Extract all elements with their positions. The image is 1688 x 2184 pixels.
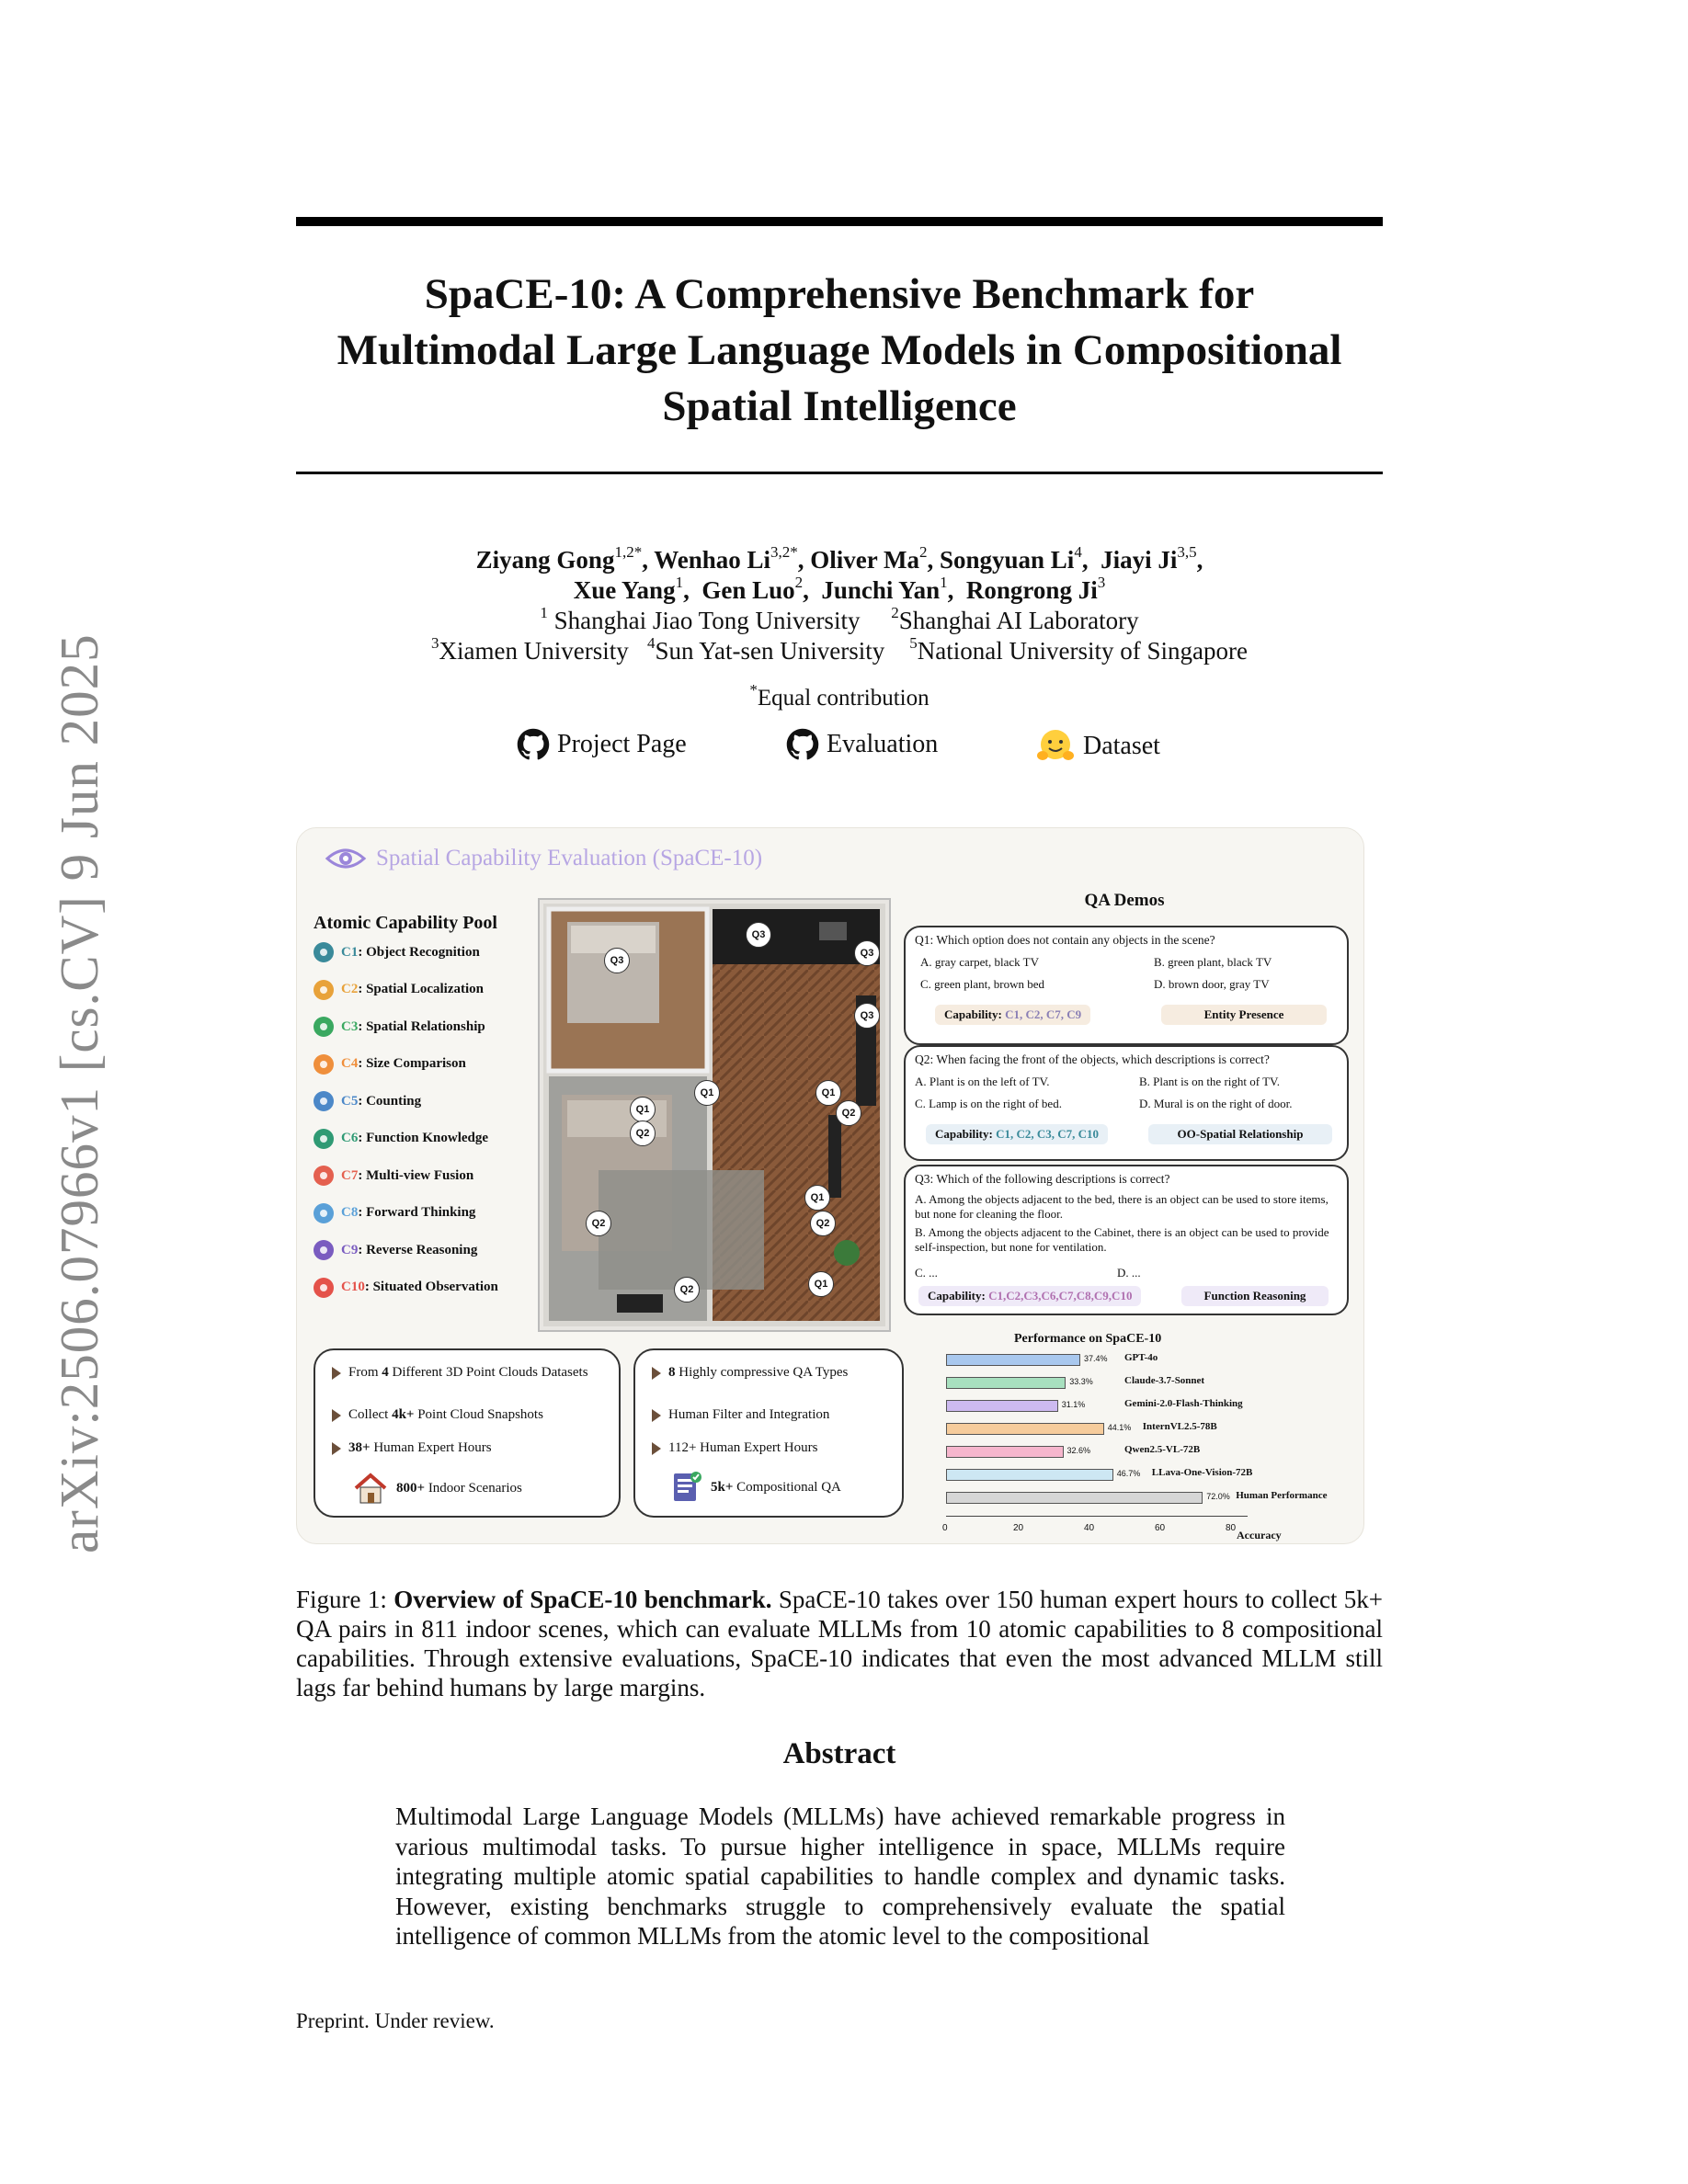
qa-card-q3 [904, 1165, 1349, 1315]
overview-figure [296, 827, 1364, 1544]
huggingface-icon [1035, 728, 1076, 765]
capability-code: C5 [341, 1093, 359, 1109]
question-prompt: Q2: When facing the front of the objects, which descriptions is correct? [915, 1052, 1270, 1066]
author-name: Wenhao Li [654, 546, 771, 574]
capability-label [341, 982, 484, 997]
feature-row [652, 1365, 848, 1381]
author-sup: 3,2* [770, 543, 798, 561]
author-sup: 1 [675, 574, 684, 591]
affiliation-line-2 [296, 636, 1383, 666]
chart-bar [946, 1354, 1080, 1366]
option-b: B. Plant is on the right of TV. [1139, 1075, 1280, 1088]
capability-item [314, 1203, 475, 1223]
feature-number: 5k+ [711, 1479, 734, 1495]
author-sup: 3 [1097, 574, 1106, 591]
paper-title [296, 267, 1383, 435]
feature-row [332, 1440, 492, 1456]
bar-value-label: 46.7% [1116, 1469, 1141, 1478]
author-name: Rongrong Ji [965, 576, 1098, 604]
bar-category-label: GPT-4o [1124, 1352, 1158, 1363]
abstract-text: Multimodal Large Language Models (MLLMs) have achieved remarkable progress in various multimodal tasks. To pursue higher intelligence in space, MLLMs require integrating multiple atomic spatial capabilities to handle complex and dynamic tasks. However, existing benchmarks struggle to comprehensively evaluate the spatial intelligence of common MLLMs from the atomic level to the compositional [395, 1803, 1285, 1950]
capability-name: : Forward Thinking [358, 1205, 476, 1220]
qa-card-q1 [904, 926, 1349, 1045]
title-line-2: Multimodal Large Language Models in Compositional [336, 326, 1342, 374]
bar-value-label: 31.1% [1061, 1400, 1086, 1409]
author-name: Songyuan Li [939, 546, 1075, 574]
bar-value-label: 32.6% [1066, 1446, 1091, 1455]
github-icon [517, 728, 550, 761]
bar-category-label: LLava-One-Vision-72B [1151, 1467, 1253, 1478]
feature-row [352, 1472, 522, 1505]
equal-text: Equal contribution [757, 686, 930, 711]
figure-caption [296, 1585, 1383, 1702]
author-sup: 3,5 [1177, 543, 1197, 561]
bar-category-label: Qwen2.5-VL-72B [1124, 1444, 1201, 1455]
x-tick-label: 60 [1155, 1523, 1166, 1533]
footer-note: Preprint. Under review. [296, 2009, 495, 2032]
capability-label: Capability: [944, 1007, 1002, 1021]
bar-category-label: Gemini-2.0-Flash-Thinking [1124, 1398, 1243, 1409]
capability-icon [314, 942, 334, 962]
feature-text: Collect [348, 1407, 393, 1422]
caption-text: SpaCE-10 takes over 150 human expert hours to collect 5k+ QA pairs in 811 indoor scenes, which can evaluate MLLMs from 10 atomic capabilities to 8 compositional capabilities. Through extensive evaluations, SpaCE-10 indicates that even the most advanced MLLM still lags far behind humans by large margins. [296, 1586, 1384, 1701]
x-tick-label: 40 [1084, 1523, 1095, 1533]
qa-type-pill: OO-Spatial Relationship [1148, 1124, 1332, 1144]
feature-text: From [348, 1365, 382, 1380]
x-tick-label: 0 [942, 1523, 948, 1533]
option-c: C. ... [915, 1266, 938, 1280]
question-prompt: Q1: Which option does not contain any objects in the scene? [915, 933, 1215, 947]
option-b: B. green plant, black TV [1154, 955, 1272, 969]
author-block [296, 545, 1383, 713]
option-c: C. green plant, brown bed [920, 977, 1045, 991]
scene-q-marker: Q1 [815, 1080, 841, 1106]
title-bottom-rule [296, 472, 1383, 474]
equal-contribution-note [296, 680, 1383, 713]
affiliation: Shanghai Jiao Tong University [547, 607, 861, 634]
capability-name: : Multi-view Fusion [358, 1167, 474, 1183]
author-line-2: Xue Yang$^1$, Gen Luo$^2$, Junchi Yan$^1$, Rongrong Ji$^3$ [573, 574, 1106, 604]
option-a: A. Plant is on the left of TV. [915, 1075, 1050, 1088]
qa-features-box [633, 1348, 904, 1518]
author-sup: 2 [794, 574, 804, 591]
chart-bar [946, 1492, 1203, 1504]
eye-icon [325, 845, 367, 872]
feature-row [670, 1470, 841, 1505]
feature-text: Indoor Scenarios [425, 1480, 522, 1496]
title-line-3: Spatial Intelligence [662, 382, 1017, 430]
capability-icon [314, 1091, 334, 1111]
capability-code: C8 [341, 1205, 359, 1220]
x-axis-label: Accuracy [1237, 1529, 1282, 1541]
author-name: Ziyang Gong [475, 546, 615, 574]
figure-header [325, 845, 762, 872]
capability-item [314, 1017, 485, 1037]
capability-pill [918, 1286, 1141, 1306]
capability-item [314, 1240, 477, 1260]
capability-label [341, 1056, 466, 1072]
capability-icon [314, 1017, 334, 1037]
capability-item [314, 1091, 421, 1111]
scene-q-marker: Q2 [674, 1277, 700, 1302]
capability-item [314, 1054, 466, 1075]
affil-sup: 5 [909, 634, 918, 652]
capability-label [341, 1280, 498, 1295]
title-line-1: SpaCE-10: A Comprehensive Benchmark for [424, 270, 1255, 318]
evaluation-link[interactable] [786, 728, 938, 761]
top-rule [296, 217, 1383, 226]
affiliation: National University of Singapore [917, 637, 1248, 665]
option-d: D. brown door, gray TV [1154, 977, 1270, 991]
capability-codes: C1, C2, C7, C9 [1005, 1007, 1082, 1021]
feature-row [332, 1365, 599, 1381]
feature-row [652, 1407, 829, 1423]
capability-icon [314, 1166, 334, 1186]
feature-text: Human Expert Hours [370, 1440, 492, 1455]
capability-label [341, 945, 480, 961]
affil-sup: 1 [540, 604, 548, 621]
chart-bar [946, 1446, 1064, 1458]
feature-number: 800+ [396, 1480, 426, 1496]
capability-label [341, 1168, 473, 1184]
capability-label [341, 1019, 485, 1035]
bar-category-label: Human Performance [1236, 1490, 1328, 1501]
capability-label: Capability: [935, 1127, 993, 1141]
question-prompt: Q3: Which of the following descriptions is correct? [915, 1172, 1170, 1186]
bar-value-label: 72.0% [1206, 1492, 1230, 1501]
scene-q-marker: Q3 [854, 1003, 880, 1029]
capability-name: : Spatial Localization [358, 982, 485, 996]
capability-label [341, 1243, 477, 1258]
link-label: Evaluation [827, 730, 939, 758]
author-line-1: Ziyang Gong$^{1,2*}$, Wenhao $Li^{3,2*}$, Oliver Ma$^2$, Songyuan Li$^4$, Jiayi Ji$^{3,5}$, [475, 543, 1203, 574]
abstract-heading: Abstract [782, 1737, 896, 1770]
chart-bar [946, 1400, 1058, 1412]
affiliation: Shanghai AI Laboratory [898, 607, 1139, 634]
bar-value-label: 33.3% [1069, 1377, 1093, 1386]
capability-name: : Function Knowledge [358, 1131, 489, 1145]
option-a: A. gray carpet, black TV [920, 955, 1039, 969]
scene-q-marker: Q3 [746, 922, 771, 948]
chart-title: Performance on SpaCE-10 [1014, 1332, 1162, 1346]
qa-type-pill: Entity Presence [1161, 1005, 1327, 1025]
chart-bar [946, 1377, 1066, 1389]
link-label: Project Page [557, 730, 687, 758]
scene-q-marker: Q2 [630, 1120, 656, 1146]
house-icon [352, 1472, 389, 1505]
equal-sup: * [749, 680, 758, 699]
project-page-link[interactable] [517, 728, 687, 761]
capability-pill [935, 1005, 1090, 1025]
capability-icon [314, 1054, 334, 1075]
qa-type-pill: Function Reasoning [1181, 1286, 1329, 1306]
option-a: A. Among the objects adjacent to the bed, there is an object can be used to store items, but none for cleaning the floor. [915, 1192, 1329, 1221]
bar-category-label: Claude-3.7-Sonnet [1124, 1375, 1205, 1386]
option-d: D. Mural is on the right of door. [1139, 1097, 1293, 1110]
author-sup: 2 [918, 543, 928, 561]
capability-label: Capability: [928, 1289, 986, 1302]
qa-demos-title: QA Demos [1084, 891, 1165, 910]
capability-code: C2 [341, 982, 359, 996]
capability-label [341, 1131, 488, 1146]
capability-code: C10 [341, 1280, 365, 1294]
scene-q-marker: Q1 [694, 1080, 720, 1106]
author-name: Xue Yang [573, 576, 676, 604]
scene-q-marker: Q2 [586, 1211, 611, 1236]
feature-text: Point Cloud Snapshots [414, 1407, 543, 1422]
qa-card-q2 [904, 1045, 1349, 1161]
arrow-icon [652, 1409, 661, 1422]
arrow-icon [332, 1409, 341, 1422]
room-scene-illustration [543, 904, 885, 1326]
capability-code: C4 [341, 1056, 359, 1071]
capability-pill [926, 1124, 1108, 1144]
github-icon [786, 728, 819, 761]
author-sup: 1 [940, 574, 948, 591]
scene-q-marker: Q1 [804, 1185, 830, 1211]
author-name: Junchi Yan [821, 576, 941, 604]
option-d: D. ... [1117, 1266, 1141, 1280]
feature-text: Highly compressive QA Types [675, 1365, 849, 1380]
capability-icon [314, 1129, 334, 1149]
capability-name: : Reverse Reasoning [358, 1242, 478, 1257]
feature-text: Human Filter and Integration [668, 1407, 830, 1422]
capability-label [341, 1205, 475, 1221]
scene-q-marker: Q3 [604, 948, 630, 973]
dataset-link[interactable] [1035, 728, 1160, 765]
caption-label: Figure 1: [296, 1586, 394, 1613]
figure-header-text: Spatial Capability Evaluation (SpaCE-10) [376, 846, 763, 870]
capability-icon [314, 980, 334, 1000]
capability-code: C7 [341, 1167, 359, 1183]
x-axis-line [946, 1516, 1248, 1517]
capability-item [314, 1166, 473, 1186]
arrow-icon [652, 1367, 661, 1380]
scene-render [540, 900, 889, 1330]
affiliation: Sun Yat-sen University [655, 637, 885, 665]
capability-name: : Size Comparison [358, 1056, 466, 1071]
capability-icon [314, 1240, 334, 1260]
feature-number: 4 [382, 1365, 389, 1380]
x-tick-label: 20 [1013, 1523, 1024, 1533]
chart-bar [946, 1423, 1104, 1435]
document-check-icon [670, 1470, 703, 1505]
capability-name: : Situated Observation [364, 1280, 498, 1294]
bar-value-label: 37.4% [1083, 1354, 1108, 1363]
bar-value-label: 44.1% [1107, 1423, 1132, 1432]
x-tick-label: 80 [1226, 1523, 1237, 1533]
arxiv-side-label: arXiv:2506.07966v1 [cs.CV] 9 Jun 2025 [49, 633, 109, 1553]
arrow-icon [652, 1442, 661, 1455]
author-sup: 4 [1074, 543, 1082, 561]
author-name: Jiayi Ji [1101, 546, 1178, 574]
feature-row [332, 1407, 543, 1423]
capability-codes: C1, C2, C3, C7, C10 [996, 1127, 1100, 1141]
capability-icon [314, 1203, 334, 1223]
feature-text: Compositional QA [733, 1479, 841, 1495]
feature-text: 112+ Human Expert Hours [668, 1440, 818, 1455]
caption-bold: Overview of SpaCE-10 benchmark. [393, 1586, 772, 1613]
capability-item [314, 942, 480, 962]
affiliation-line-1 [296, 606, 1383, 636]
scene-q-marker: Q1 [808, 1271, 834, 1297]
capability-code: C3 [341, 1018, 359, 1034]
affil-sup: 2 [891, 604, 899, 621]
affil-sup: 3 [431, 634, 439, 652]
author-name: Gen Luo [701, 576, 795, 604]
capability-name: : Counting [358, 1093, 422, 1109]
capability-code: C6 [341, 1131, 359, 1145]
option-c: C. Lamp is on the right of bed. [915, 1097, 1062, 1110]
capability-name: : Spatial Relationship [358, 1018, 485, 1034]
dataset-features-box [314, 1348, 621, 1518]
feature-row [652, 1440, 817, 1456]
bar-category-label: InternVL2.5-78B [1142, 1421, 1217, 1432]
feature-number: 8 [668, 1365, 676, 1380]
capability-code: C9 [341, 1242, 359, 1257]
chart-bar [946, 1469, 1113, 1481]
capability-codes: C1,C2,C3,C6,C7,C8,C9,C10 [988, 1289, 1133, 1302]
feature-number: 4k+ [392, 1407, 415, 1422]
affil-sup: 4 [647, 634, 656, 652]
option-b: B. Among the objects adjacent to the Cabinet, there is an object can be used to provide self-inspection, but none for ventilation. [915, 1225, 1329, 1254]
author-name: Oliver Ma [810, 546, 919, 574]
author-sup: 1,2* [614, 543, 643, 561]
capability-pool-title: Atomic Capability Pool [314, 913, 497, 933]
capability-item [314, 1278, 498, 1298]
capability-label [341, 1094, 421, 1109]
link-label: Dataset [1083, 732, 1160, 760]
scene-q-marker: Q1 [630, 1097, 656, 1122]
scene-q-marker: Q2 [810, 1211, 836, 1236]
feature-text: Different 3D Point Clouds Datasets [388, 1365, 588, 1380]
arrow-icon [332, 1367, 341, 1380]
capability-icon [314, 1278, 334, 1298]
affiliation: Xiamen University [439, 637, 629, 665]
scene-q-marker: Q2 [836, 1100, 861, 1126]
feature-number: 38+ [348, 1440, 371, 1455]
capability-code: C1 [341, 944, 359, 960]
scene-q-marker: Q3 [854, 940, 880, 966]
capability-name: : Object Recognition [358, 944, 480, 960]
arrow-icon [332, 1442, 341, 1455]
capability-item [314, 980, 484, 1000]
resource-links [296, 728, 1383, 774]
capability-item [314, 1129, 488, 1149]
